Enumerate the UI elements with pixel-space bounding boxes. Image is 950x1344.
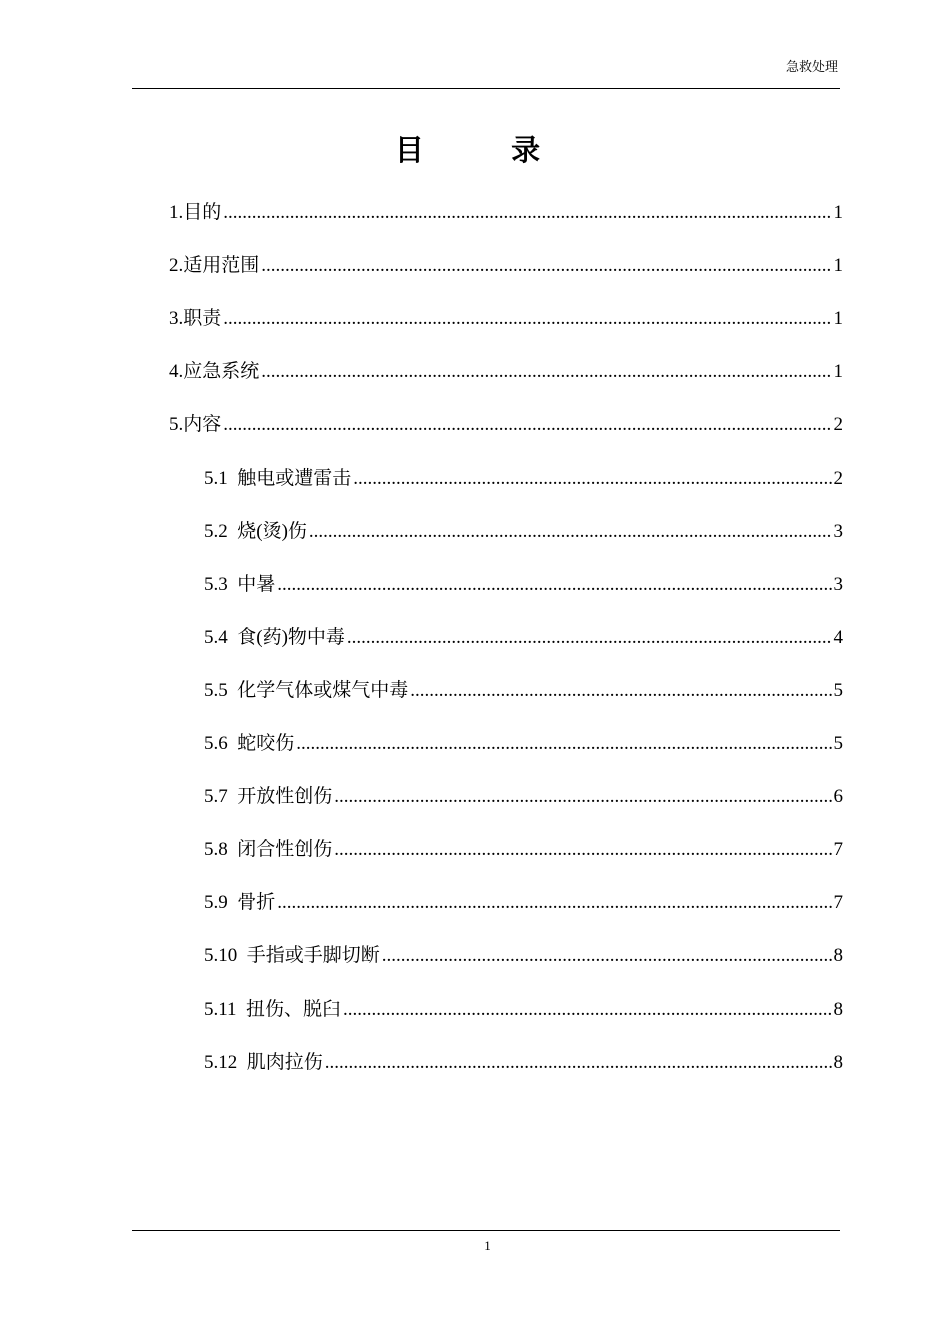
toc-dot-leader bbox=[261, 252, 831, 280]
toc-entry[interactable] bbox=[169, 305, 843, 333]
toc-entry-label: 5.7 开放性创伤 bbox=[204, 786, 333, 808]
footer-rule bbox=[132, 1230, 840, 1231]
toc-entry-page: 2 bbox=[833, 467, 843, 489]
toc-dot-leader bbox=[325, 1049, 832, 1077]
toc-entry[interactable] bbox=[204, 1049, 843, 1077]
running-header: 急救处理 bbox=[785, 59, 838, 74]
toc-entry-label: 5.3 中暑 bbox=[204, 573, 276, 595]
toc-entry[interactable] bbox=[204, 677, 843, 705]
toc-dot-leader bbox=[223, 305, 831, 333]
toc-entry[interactable] bbox=[169, 358, 843, 386]
toc-entry-page: 3 bbox=[833, 573, 843, 595]
toc-entry-page: 8 bbox=[833, 998, 843, 1020]
toc-entry-page: 1 bbox=[833, 255, 843, 277]
toc-dot-leader bbox=[277, 571, 831, 599]
toc-entry-label: 5.9 骨折 bbox=[204, 892, 276, 914]
toc-entry-label: 5.11 扭伤、脱臼 bbox=[204, 998, 342, 1020]
footer-page-number: 1 bbox=[484, 1238, 491, 1253]
toc-entry-page: 1 bbox=[833, 361, 843, 383]
header-rule bbox=[132, 88, 840, 89]
toc-entry[interactable] bbox=[204, 942, 843, 970]
toc-entry-page: 1 bbox=[833, 202, 843, 223]
toc-entry[interactable] bbox=[204, 836, 843, 864]
toc-entry[interactable] bbox=[204, 571, 843, 599]
toc-entry-page: 1 bbox=[833, 308, 843, 330]
toc-entry[interactable] bbox=[204, 624, 843, 652]
toc-entry-label: 5.内容 bbox=[169, 414, 222, 436]
toc-entry-label: 5.6 蛇咬伤 bbox=[204, 733, 295, 754]
toc-dot-leader bbox=[353, 465, 831, 493]
toc-entry-label: 5.1 触电或遭雷击 bbox=[204, 467, 352, 489]
toc-entry[interactable] bbox=[204, 889, 843, 917]
toc-entry-page: 7 bbox=[833, 892, 843, 914]
toc-dot-leader bbox=[296, 730, 831, 758]
toc-entry[interactable] bbox=[204, 783, 843, 811]
toc-dot-leader bbox=[223, 411, 831, 439]
toc-entry-page: 8 bbox=[833, 1051, 843, 1073]
toc-entry-label: 5.8 闭合性创伤 bbox=[204, 839, 333, 861]
toc-dot-leader bbox=[334, 836, 831, 864]
toc-dot-leader bbox=[309, 518, 832, 546]
toc-entry-label: 5.2 烧(烫)伤 bbox=[204, 520, 307, 542]
toc-entry[interactable] bbox=[169, 411, 843, 439]
toc-entry-page: 4 bbox=[833, 626, 843, 648]
toc-dot-leader bbox=[382, 942, 832, 970]
toc-entry[interactable] bbox=[169, 252, 843, 280]
toc-entry-label: 1.目的 bbox=[169, 202, 222, 223]
toc-entry-label: 5.12 肌肉拉伤 bbox=[204, 1051, 323, 1073]
toc-entry-label: 5.4 食(药)物中毒 bbox=[204, 626, 345, 648]
toc-entry-page: 8 bbox=[833, 945, 843, 967]
toc-entry-label: 4.应急系统 bbox=[169, 361, 260, 383]
toc-entry-label: 5.10 手指或手脚切断 bbox=[204, 945, 380, 967]
toc-entry-page: 6 bbox=[833, 786, 843, 808]
toc-dot-leader bbox=[223, 199, 831, 227]
toc-entry-label: 3.职责 bbox=[169, 308, 222, 330]
toc-dot-leader bbox=[410, 677, 831, 705]
toc-entry-page: 2 bbox=[833, 414, 843, 436]
toc-dot-leader bbox=[334, 783, 831, 811]
toc-entry[interactable] bbox=[204, 518, 843, 546]
toc-entry[interactable] bbox=[204, 730, 843, 758]
toc-dot-leader bbox=[277, 889, 831, 917]
toc-entry[interactable] bbox=[169, 199, 843, 227]
toc-entry-label: 2.适用范围 bbox=[169, 255, 260, 277]
toc-dot-leader bbox=[261, 358, 831, 386]
toc-title: 目 录 bbox=[394, 135, 581, 167]
toc-entry-page: 3 bbox=[833, 520, 843, 542]
toc-entry[interactable] bbox=[204, 465, 843, 493]
toc-dot-leader bbox=[347, 624, 832, 652]
toc-entry[interactable] bbox=[204, 996, 843, 1024]
toc-entry-label: 5.5 化学气体或煤气中毒 bbox=[204, 679, 409, 701]
toc-dot-leader bbox=[343, 996, 831, 1024]
toc-entry-page: 5 bbox=[833, 679, 843, 701]
toc-entry-page: 5 bbox=[833, 733, 843, 754]
toc-entry-page: 7 bbox=[833, 839, 843, 861]
